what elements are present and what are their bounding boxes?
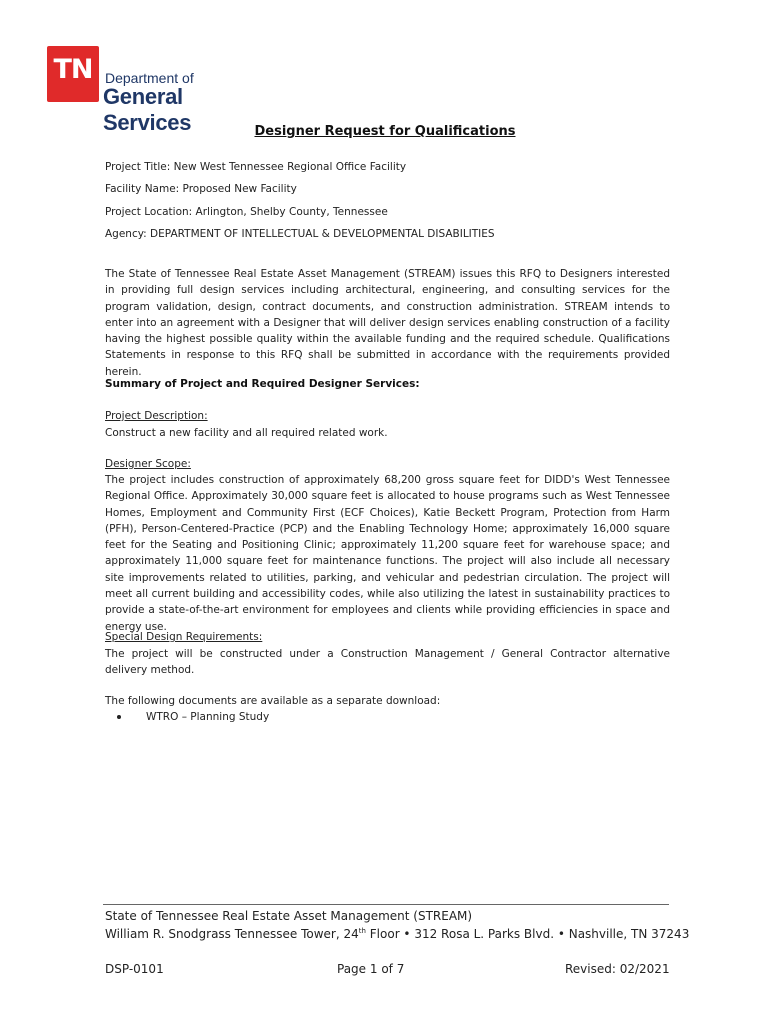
footer-revised-date: Revised: 02/2021 — [565, 962, 670, 976]
special-requirements-label: Special Design Requirements: — [105, 631, 263, 643]
document-item-label: WTRO – Planning Study — [146, 711, 270, 723]
footer-page-number: Page 1 of 7 — [337, 962, 405, 976]
tn-logo-mark: TN — [53, 54, 93, 85]
summary-heading: Summary of Project and Required Designer Services: — [105, 378, 420, 390]
special-requirements-text: The project will be constructed under a Construction Management / General Contractor alternative delivery method. — [105, 648, 670, 677]
footer-address — [105, 927, 689, 941]
designer-scope-text: The project includes construction of approximately 68,200 gross square feet for DIDD's West Tennessee Regional Office. Approximately 30,000 square feet is allocated to house programs such as West Tennessee Homes, Employment and Community First (ECF Choices), Katie Beckett Program, Protection from Harm (PFH), Person-Centered-Practice (PCP) and the Enabling Technology Home; approximately 16,000 square feet for the Seating and Positioning Clinic; approximately 11,200 square feet for warehouse space; and approximately 11,000 square feet for maintenance functions. The project will also include all necessary site improvements related to utilities, parking, and vehicular and pedestrian circulation. The project will meet all current building and accessibility codes, while also utilizing the latest in sustainability practices to provide a state-of-the-art environment for employees and clients while providing efficiencies in space and energy use. — [105, 474, 670, 633]
footer-organization: State of Tennessee Real Estate Asset Management (STREAM) — [105, 909, 473, 923]
project-location-field: Project Location: Arlington, Shelby County, Tennessee — [105, 206, 388, 218]
footer-address-sup: th — [358, 927, 366, 935]
logo-department-text: Department of — [105, 70, 194, 86]
documents-intro: The following documents are available as a separate download: — [105, 695, 441, 707]
intro-paragraph: The State of Tennessee Real Estate Asset Management (STREAM) issues this RFQ to Designers interested in providing full design services including architectural, engineering, and consulting services for the program validation, design, contract documents, and construction administration. STREAM intends to enter into an agreement with a Designer that will deliver design services enabling construction of a facility having the highest possible quality within the available funding and the required schedule. Qualifications Statements in response to this RFQ shall be submitted in accordance with the requirements provided herein. — [105, 268, 670, 378]
list-item — [117, 711, 269, 723]
designer-scope-label: Designer Scope: — [105, 458, 191, 470]
tn-dgs-logo — [47, 46, 267, 135]
project-title-field: Project Title: New West Tennessee Regional Office Facility — [105, 161, 407, 173]
project-description-text: Construct a new facility and all required related work. — [105, 427, 388, 439]
facility-name-field: Facility Name: Proposed New Facility — [105, 183, 297, 195]
footer-form-id: DSP-0101 — [105, 962, 164, 976]
footer-address-part2: Floor • 312 Rosa L. Parks Blvd. • Nashville, TN 37243 — [365, 927, 690, 941]
project-description-label: Project Description: — [105, 410, 208, 422]
bullet-icon — [117, 715, 121, 719]
agency-field: Agency: DEPARTMENT OF INTELLECTUAL & DEVELOPMENTAL DISABILITIES — [105, 228, 495, 240]
footer-address-part1: William R. Snodgrass Tennessee Tower, 24 — [105, 927, 359, 941]
document-title: Designer Request for Qualifications — [254, 124, 516, 139]
tn-logo-box — [47, 46, 99, 102]
footer-divider — [103, 904, 669, 905]
logo-general-services-text: General Services — [103, 84, 192, 135]
